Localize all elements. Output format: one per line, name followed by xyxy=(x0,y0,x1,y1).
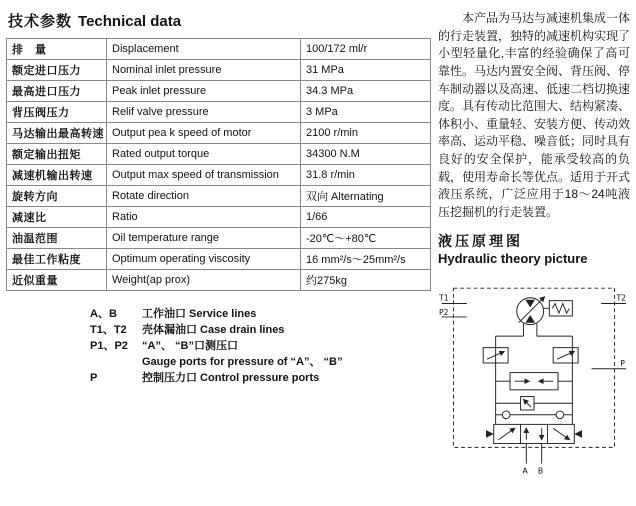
param-name-zh: 减速机输出转速 xyxy=(7,165,107,186)
param-value: 约275kg xyxy=(301,270,431,291)
table-row xyxy=(7,165,431,186)
legend-line: “A”、 “B”口测压口 xyxy=(142,339,238,352)
param-name-en: Relif valve pressure xyxy=(107,102,301,123)
table-row xyxy=(7,270,431,291)
table-row xyxy=(7,249,431,270)
param-name-zh: 减速比 xyxy=(7,207,107,228)
param-value: 双向 Alternating xyxy=(301,186,431,207)
param-name-zh: 旋转方向 xyxy=(7,186,107,207)
circuit-lines xyxy=(442,288,626,464)
product-description: 本产品为马达与减速机集成一体的行走装置，独特的减速机构实现了小型轻量化,丰富的经验确保了高可靠性。马达内置安全阀、背压阀、停车制动器以及高速、低速二档切换速度。具有传动比范围大、结构紧凑、体积小、重量轻、安装方便、传动效率高、运动平稳、噪音低；同时具有良好的安全保护，能承受较高的负载，使用寿命长等优点。适用于开式液压系统，广泛应用于18～24吨液压挖掘机的行走装置。 xyxy=(438,11,631,219)
legend-line: 控制压力口 Control pressure ports xyxy=(142,371,320,384)
param-name-zh: 马达输出最高转速 xyxy=(7,123,107,144)
param-name-en: Rotate direction xyxy=(107,186,301,207)
table-row xyxy=(7,186,431,207)
param-value: 31 MPa xyxy=(301,60,431,81)
param-name-zh: 油温范围 xyxy=(7,228,107,249)
legend-item xyxy=(90,323,430,339)
param-value: -20℃～+80℃ xyxy=(301,228,431,249)
param-value: 34300 N.M xyxy=(301,144,431,165)
param-name-zh: 最高进口压力 xyxy=(7,81,107,102)
hydraulic-diagram xyxy=(438,269,630,480)
legend-item xyxy=(90,339,430,371)
legend-line: 壳体漏油口 Case drain lines xyxy=(142,323,285,336)
legend-text xyxy=(142,307,256,323)
param-name-zh: 背压阀压力 xyxy=(7,102,107,123)
legend-key: T1、T2 xyxy=(90,323,127,336)
page-title xyxy=(8,10,430,31)
right-column xyxy=(438,8,630,480)
param-name-zh: 额定输出扭矩 xyxy=(7,144,107,165)
param-name-en: Oil temperature range xyxy=(107,228,301,249)
legend-key: P xyxy=(90,371,98,384)
legend-item xyxy=(90,307,430,323)
legend-line: Gauge ports for pressure of “A”、 “B” xyxy=(142,355,343,368)
table-row xyxy=(7,228,431,249)
diagram-title-zh: 液压原理图 xyxy=(438,232,523,249)
param-name-en: Output max speed of transmission xyxy=(107,165,301,186)
param-value: 16 mm²/s～25mm²/s xyxy=(301,249,431,270)
port-label-b: B xyxy=(537,465,544,475)
param-name-en: Nominal inlet pressure xyxy=(107,60,301,81)
legend-key: P1、P2 xyxy=(90,339,128,352)
param-value: 34.3 MPa xyxy=(301,81,431,102)
page-title-zh: 技术参数 xyxy=(8,13,73,30)
param-name-en: Optimum operating viscosity xyxy=(107,249,301,270)
legend-item xyxy=(90,371,430,387)
param-value: 1/66 xyxy=(301,207,431,228)
port-label-a: A xyxy=(522,465,528,475)
table-row xyxy=(7,102,431,123)
param-value: 100/172 ml/r xyxy=(301,39,431,60)
table-row xyxy=(7,144,431,165)
port-label-p2: P2 xyxy=(439,307,449,317)
port-label-t2: T2 xyxy=(616,293,627,303)
technical-data-table xyxy=(6,38,431,291)
diagram-title xyxy=(438,231,630,266)
param-name-zh: 近似重量 xyxy=(7,270,107,291)
port-label-t1: T1 xyxy=(439,293,449,303)
port-label-p: P xyxy=(620,358,625,368)
table-row xyxy=(7,39,431,60)
legend-text xyxy=(142,371,319,387)
param-name-zh: 排 量 xyxy=(7,39,107,60)
table-row xyxy=(7,60,431,81)
param-name-en: Weight(ap prox) xyxy=(107,270,301,291)
param-name-zh: 额定进口压力 xyxy=(7,60,107,81)
param-value: 2100 r/min xyxy=(301,123,431,144)
legend-text xyxy=(142,339,342,371)
diagram-title-en: Hydraulic theory picture xyxy=(438,250,588,266)
param-value: 31.8 r/min xyxy=(301,165,431,186)
legend-line: 工作油口 Service lines xyxy=(142,308,257,320)
param-name-zh: 最佳工作粘度 xyxy=(7,249,107,270)
table-row xyxy=(7,207,431,228)
table-row xyxy=(7,81,431,102)
left-column xyxy=(6,8,430,480)
page-title-en: Technical data xyxy=(78,13,182,30)
param-value: 3 MPa xyxy=(301,102,431,123)
param-name-en: Output pea k speed of motor xyxy=(107,123,301,144)
legend-text xyxy=(142,323,284,339)
legend-key: A、B xyxy=(90,308,117,320)
table-row xyxy=(7,123,431,144)
param-name-en: Rated output torque xyxy=(107,144,301,165)
param-name-en: Peak inlet pressure xyxy=(107,81,301,102)
port-legend xyxy=(90,307,430,387)
param-name-en: Ratio xyxy=(107,207,301,228)
param-name-en: Displacement xyxy=(107,39,301,60)
